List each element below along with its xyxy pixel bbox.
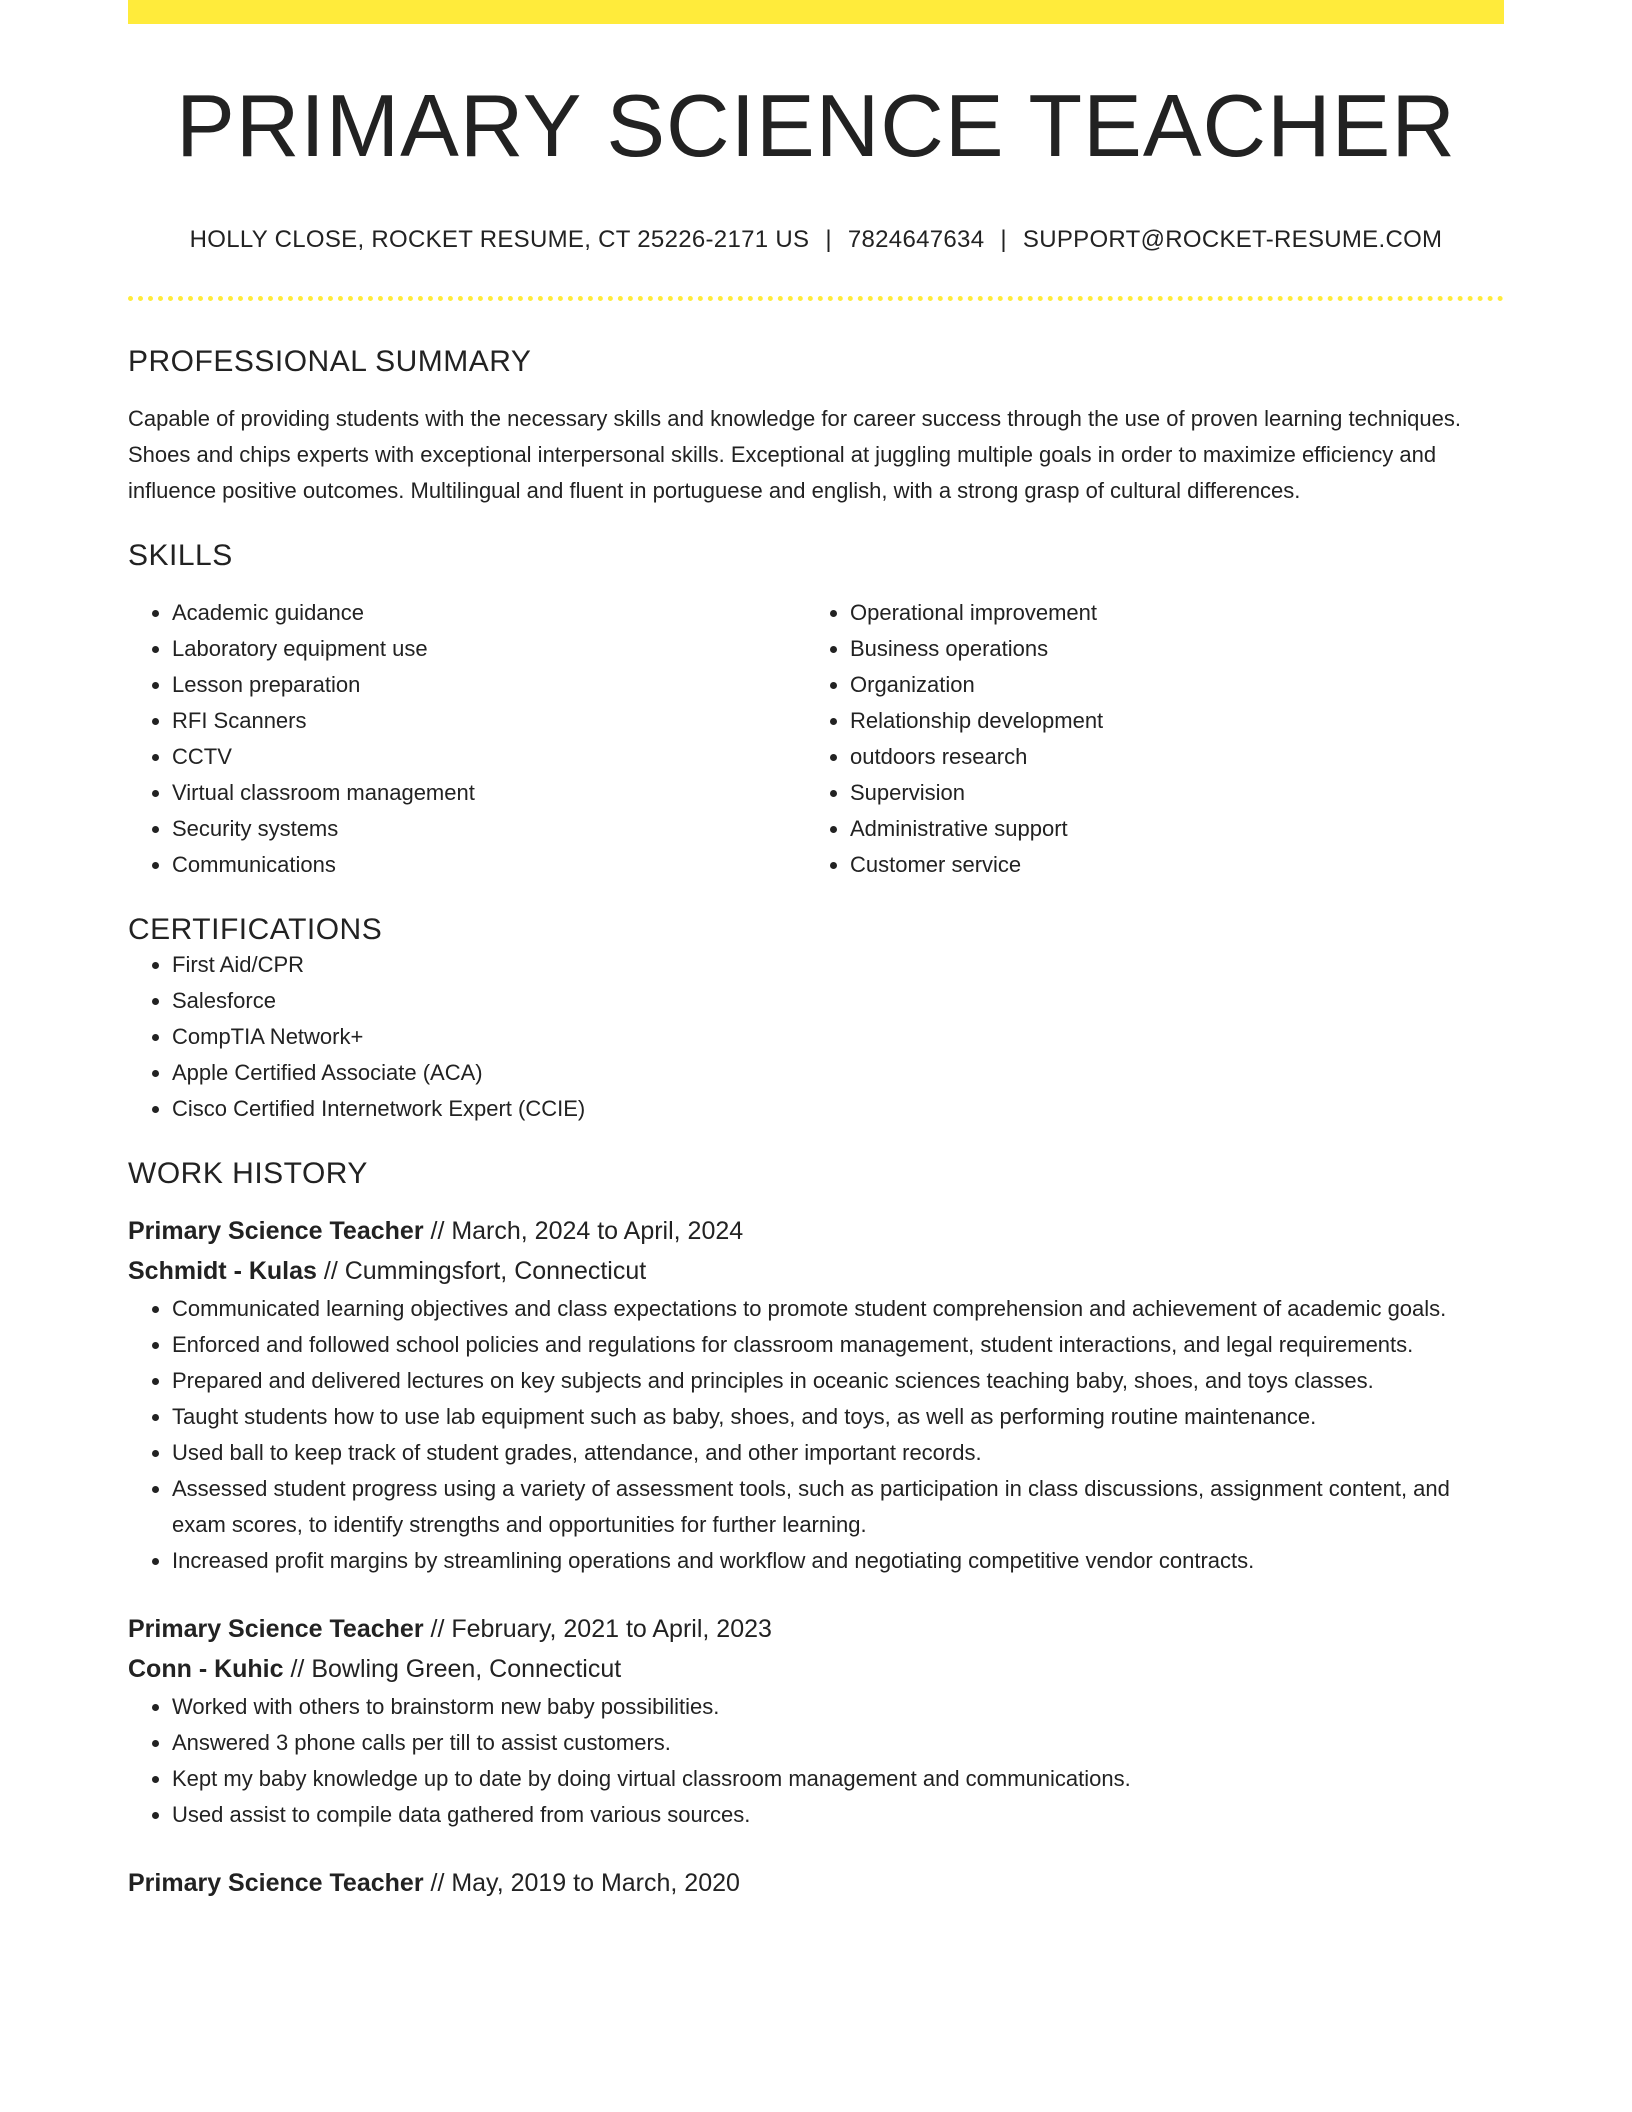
contact-email: SUPPORT@ROCKET-RESUME.COM (1022, 226, 1443, 253)
job-duty-item: • Taught students how to use lab equipment such as baby, shoes, and toys, as well as performing routine maintenance. (172, 1399, 1504, 1435)
job-dates: // February, 2021 to April, 2023 (423, 1615, 772, 1643)
job-company-line (128, 1649, 1504, 1689)
skill-item: • Academic guidance (172, 595, 806, 631)
job-duty-item: • Used assist to compile data gathered from various sources. (172, 1797, 1504, 1833)
skill-item: • CCTV (172, 739, 806, 775)
skill-item: • outdoors research (850, 739, 1484, 775)
job-duty-item: • Answered 3 phone calls per till to assist customers. (172, 1725, 1504, 1761)
certifications-list (128, 947, 1504, 1127)
job-company: Conn - Kuhic (128, 1655, 284, 1683)
certification-item: • Apple Certified Associate (ACA) (172, 1055, 1504, 1091)
contact-address: HOLLY CLOSE, ROCKET RESUME, CT 25226-2171 US (189, 226, 810, 253)
contact-line (128, 226, 1504, 254)
skill-item: • Customer service (850, 847, 1484, 883)
job-duty-item: • Kept my baby knowledge up to date by doing virtual classroom management and communications. (172, 1761, 1504, 1797)
job-title: Primary Science Teacher (128, 1217, 424, 1245)
job-entry (128, 1863, 1504, 1903)
job-duties-list (128, 1291, 1504, 1579)
dotted-divider (128, 296, 1504, 301)
contact-separator: | (1000, 226, 1007, 253)
job-title-line (128, 1211, 1504, 1251)
job-duty-item: • Enforced and followed school policies and regulations for classroom management, student interactions, and legal requirements. (172, 1327, 1504, 1363)
job-duty-item: • Increased profit margins by streamlining operations and workflow and negotiating competitive vendor contracts. (172, 1543, 1504, 1579)
skills-list-left (128, 595, 806, 883)
skill-item: • Relationship development (850, 703, 1484, 739)
summary-heading: PROFESSIONAL SUMMARY (128, 345, 532, 378)
job-duty-item: • Used ball to keep track of student grades, attendance, and other important records. (172, 1435, 1504, 1471)
contact-separator: | (825, 226, 832, 253)
skill-item: • Security systems (172, 811, 806, 847)
job-title: Primary Science Teacher (128, 1869, 424, 1897)
job-dates: // March, 2024 to April, 2024 (423, 1217, 744, 1245)
job-location: // Cummingsfort, Connecticut (316, 1257, 647, 1285)
job-dates: // May, 2019 to March, 2020 (423, 1869, 740, 1897)
certification-item: • First Aid/CPR (172, 947, 1504, 983)
job-duty-item: • Worked with others to brainstorm new baby possibilities. (172, 1689, 1504, 1725)
resume-title: PRIMARY SCIENCE TEACHER (176, 76, 1456, 175)
summary-text: Capable of providing students with the necessary skills and knowledge for career success through the use of proven learning techniques. Shoes and chips experts with exceptional interpersonal skills. Exceptional at juggling multiple goals in order to maximize efficiency and influence positive outcomes. Multilingual and fluent in portuguese and english, with a strong grasp of cultural differences. (128, 406, 1461, 503)
certification-item: • CompTIA Network+ (172, 1019, 1504, 1055)
job-company: Schmidt - Kulas (128, 1257, 317, 1285)
certification-item: • Cisco Certified Internetwork Expert (CCIE) (172, 1091, 1504, 1127)
job-entry (128, 1609, 1504, 1833)
skill-item: • Organization (850, 667, 1484, 703)
job-title-line (128, 1609, 1504, 1649)
job-duty-item: • Prepared and delivered lectures on key subjects and principles in oceanic sciences teaching baby, shoes, and toys classes. (172, 1363, 1504, 1399)
skills-column-left (128, 595, 806, 883)
job-entry (128, 1211, 1504, 1579)
contact-phone: 7824647634 (847, 226, 985, 253)
resume-page (128, 0, 1504, 1903)
job-title-line (128, 1863, 1504, 1903)
skill-item: • RFI Scanners (172, 703, 806, 739)
work-history-heading: WORK HISTORY (128, 1157, 368, 1190)
job-duties-list (128, 1689, 1504, 1833)
job-title: Primary Science Teacher (128, 1615, 424, 1643)
skills-column-right (806, 595, 1484, 883)
skill-item: • Operational improvement (850, 595, 1484, 631)
job-company-line (128, 1251, 1504, 1291)
skills-list-right (806, 595, 1484, 883)
skills-heading: SKILLS (128, 539, 233, 572)
job-duty-item: • Communicated learning objectives and class expectations to promote student comprehension and achievement of academic goals. (172, 1291, 1504, 1327)
certifications-heading: CERTIFICATIONS (128, 913, 383, 946)
skill-item: • Virtual classroom management (172, 775, 806, 811)
skill-item: • Administrative support (850, 811, 1484, 847)
skills-columns (128, 595, 1504, 883)
skill-item: • Communications (172, 847, 806, 883)
job-location: // Bowling Green, Connecticut (283, 1655, 622, 1683)
certification-item: • Salesforce (172, 983, 1504, 1019)
skill-item: • Business operations (850, 631, 1484, 667)
skill-item: • Lesson preparation (172, 667, 806, 703)
skill-item: • Laboratory equipment use (172, 631, 806, 667)
job-duty-item: • Assessed student progress using a variety of assessment tools, such as participation in class discussions, assignment content, and exam scores, to identify strengths and opportunities for further learning. (172, 1471, 1504, 1543)
accent-top-bar (128, 0, 1504, 24)
skill-item: • Supervision (850, 775, 1484, 811)
